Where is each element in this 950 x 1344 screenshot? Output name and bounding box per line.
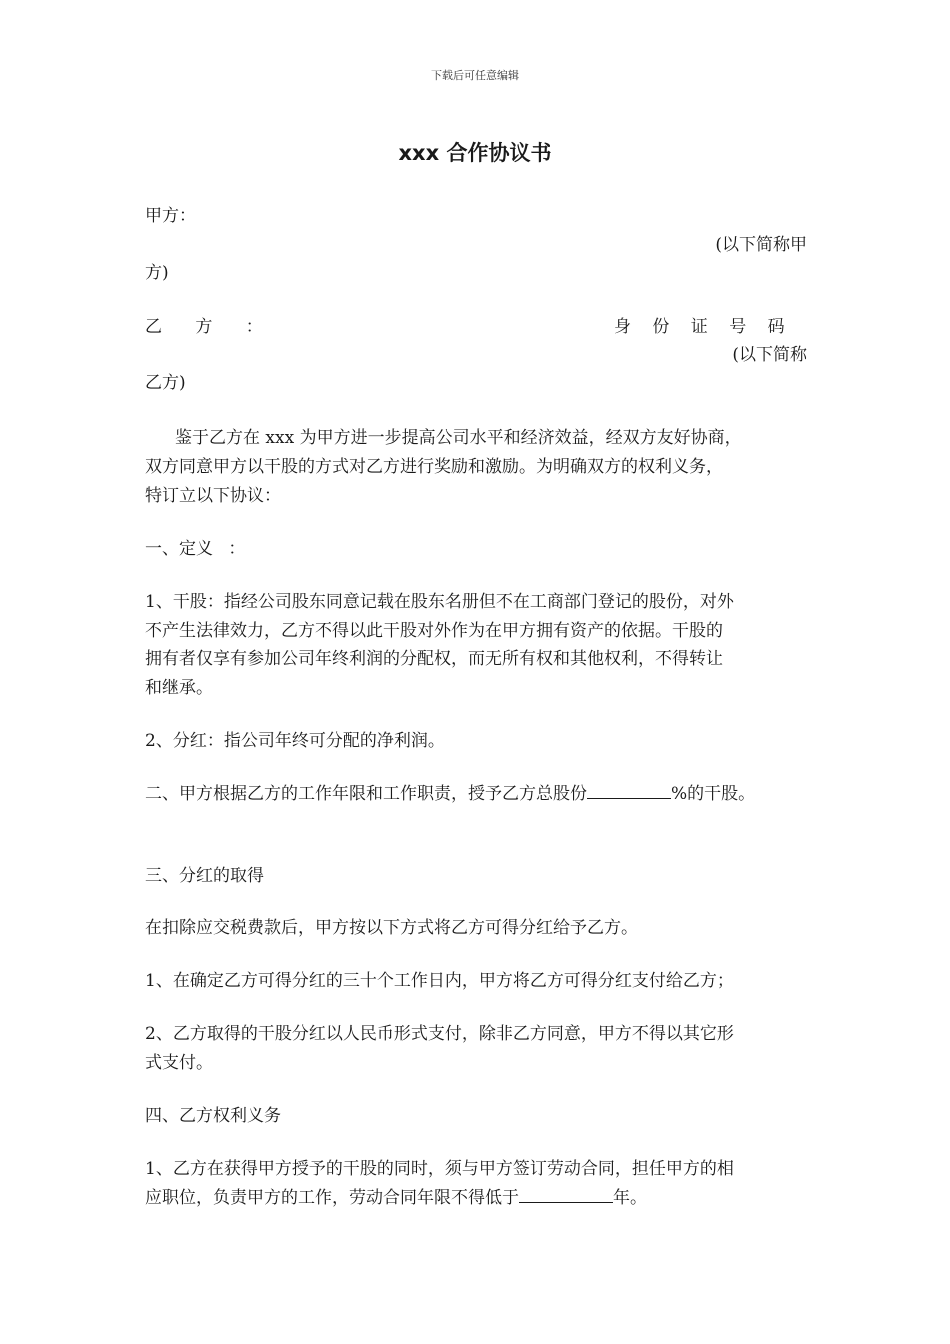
section1-item2: 2、分红：指公司年终可分配的净利润。: [145, 731, 445, 751]
contract-years-blank[interactable]: [519, 1184, 613, 1203]
section4-item1-line-1: 1、乙方在获得甲方授予的干股的同时，须与甲方签订劳动合同，担任甲方的相: [145, 1159, 734, 1179]
section1-item1-line-3: 拥有者仅享有参加公司年终利润的分配权，而无所有权和其他权利，不得转让: [145, 649, 723, 669]
section2-text-after: %的干股。: [671, 784, 756, 804]
section2-text-before: 二、甲方根据乙方的工作年限和工作职责，授予乙方总股份: [145, 784, 587, 804]
section3-heading: 三、分红的取得: [145, 866, 264, 886]
share-percentage-blank[interactable]: [587, 780, 671, 799]
section1-heading: 一、定义 ：: [145, 539, 246, 559]
section4-item1-text-after: 年。: [613, 1188, 647, 1208]
document-title: xxx 合作协议书: [398, 141, 552, 165]
preamble-line-3: 特订立以下协议：: [145, 486, 281, 506]
party-b-id-label: 身 份 证 号 码: [614, 317, 793, 337]
section1-item1-line-2: 不产生法律效力，乙方不得以此干股对外作为在甲方拥有资产的依据。干股的: [145, 621, 723, 641]
section4-item1-text-before: 应职位，负责甲方的工作，劳动合同年限不得低于: [145, 1188, 519, 1208]
party-a-abbr-line1: (以下简称甲: [715, 235, 807, 255]
party-a-label: 甲方：: [145, 206, 196, 226]
section3-intro: 在扣除应交税费款后，甲方按以下方式将乙方可得分红给予乙方。: [145, 918, 638, 938]
preamble-line-1: 鉴于乙方在 xxx 为甲方进一步提高公司水平和经济效益，经双方友好协商，: [175, 428, 742, 448]
party-b-abbr-line2: 乙方): [145, 373, 186, 393]
section3-item2-line-1: 2、乙方取得的干股分红以人民币形式支付，除非乙方同意，甲方不得以其它形: [145, 1024, 734, 1044]
header-note: 下载后可任意编辑: [431, 69, 519, 82]
section4-heading: 四、乙方权利义务: [145, 1106, 281, 1126]
section3-item2-line-2: 式支付。: [145, 1053, 213, 1073]
section2-line: [145, 780, 755, 808]
section3-item1: 1、在确定乙方可得分红的三十个工作日内，甲方将乙方可得分红支付给乙方；: [145, 971, 734, 991]
party-a-abbr-line2: 方): [145, 263, 169, 283]
section1-item1-line-1: 1、干股：指经公司股东同意记载在股东名册但不在工商部门登记的股份，对外: [145, 592, 734, 612]
section1-item1-line-4: 和继承。: [145, 678, 213, 698]
preamble-line-2: 双方同意甲方以干股的方式对乙方进行奖励和激励。为明确双方的权利义务，: [145, 457, 723, 477]
party-b-abbr-line1: (以下简称: [732, 345, 807, 365]
section4-item1-line-2: [145, 1184, 647, 1212]
party-b-label: 乙 方 ：: [145, 317, 277, 337]
